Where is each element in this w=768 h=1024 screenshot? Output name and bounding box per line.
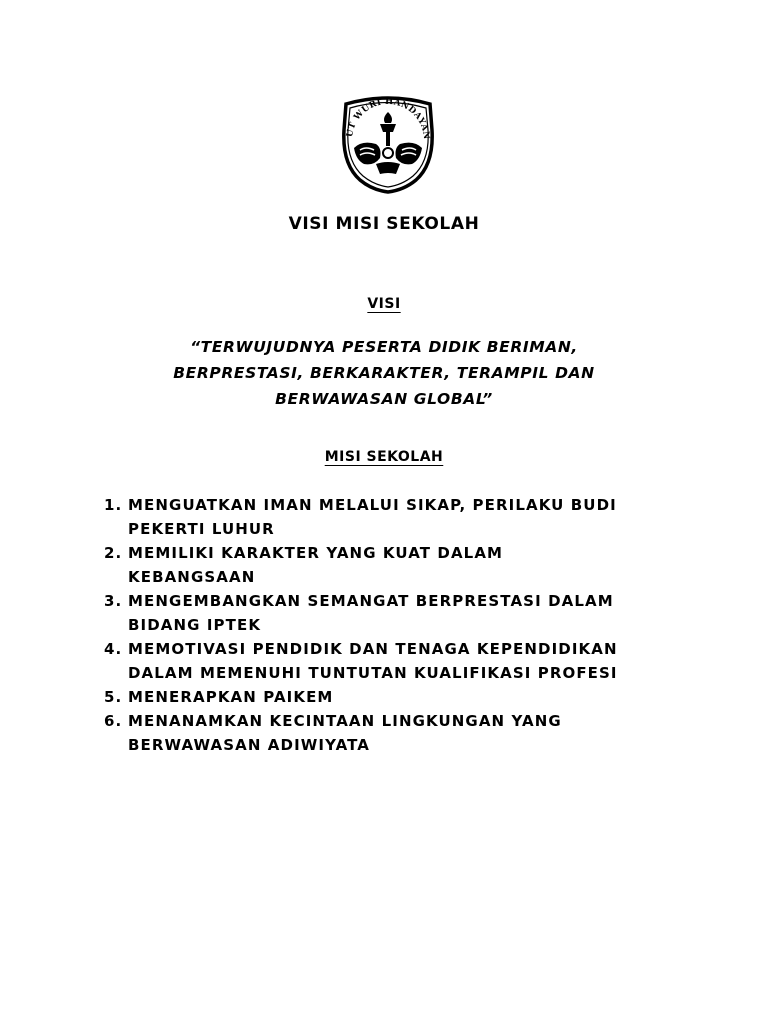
misi-heading: MISI SEKOLAH [324,449,444,465]
list-item-line: MENGEMBANGKAN SEMANGAT BERPRESTASI DALAM [128,592,614,610]
list-item-line: KEBANGSAAN [128,568,256,586]
list-item-line: BIDANG IPTEK [128,616,262,634]
list-item-number: 3. [104,592,123,610]
list-item-line: MENGUATKAN IMAN MELALUI SIKAP, PERILAKU BUDI [128,496,617,514]
motto-text: UT WURI HANDAYAN [345,96,432,141]
visi-statement [84,334,684,412]
emblem-icon [330,90,446,196]
list-item-number: 2. [104,544,123,562]
list-item-line: MEMOTIVASI PENDIDIK DAN TENAGA KEPENDIDIKAN [128,640,618,658]
list-item-line: MEMILIKI KARAKTER YANG KUAT DALAM [128,544,504,562]
visi-line: BERWAWASAN GLOBAL” [275,390,493,408]
visi-line: “TERWUJUDNYA PESERTA DIDIK BERIMAN, [190,338,578,356]
list-item-line: MENERAPKAN PAIKEM [128,688,334,706]
list-item-line: DALAM MEMENUHI TUNTUTAN KUALIFIKASI PROFESI [128,664,618,682]
list-item-number: 4. [104,640,123,658]
list-item-number: 1. [104,496,123,514]
list-item-line: MENANAMKAN KECINTAAN LINGKUNGAN YANG [128,712,562,730]
list-item-number: 5. [104,688,123,706]
visi-line: BERPRESTASI, BERKARAKTER, TERAMPIL DAN [173,364,595,382]
page-title: VISI MISI SEKOLAH [288,214,480,234]
list-item [104,589,704,637]
list-item [104,637,704,685]
visi-heading: VISI [367,296,401,312]
misi-list [104,493,704,757]
list-item-line: BERWAWASAN ADIWIYATA [128,736,371,754]
list-item [104,541,704,589]
tut-wuri-handayani-emblem [330,90,446,196]
list-item [104,493,704,541]
list-item-number: 6. [104,712,123,730]
list-item [104,685,704,709]
list-item [104,709,704,757]
list-item-line: PEKERTI LUHUR [128,520,275,538]
